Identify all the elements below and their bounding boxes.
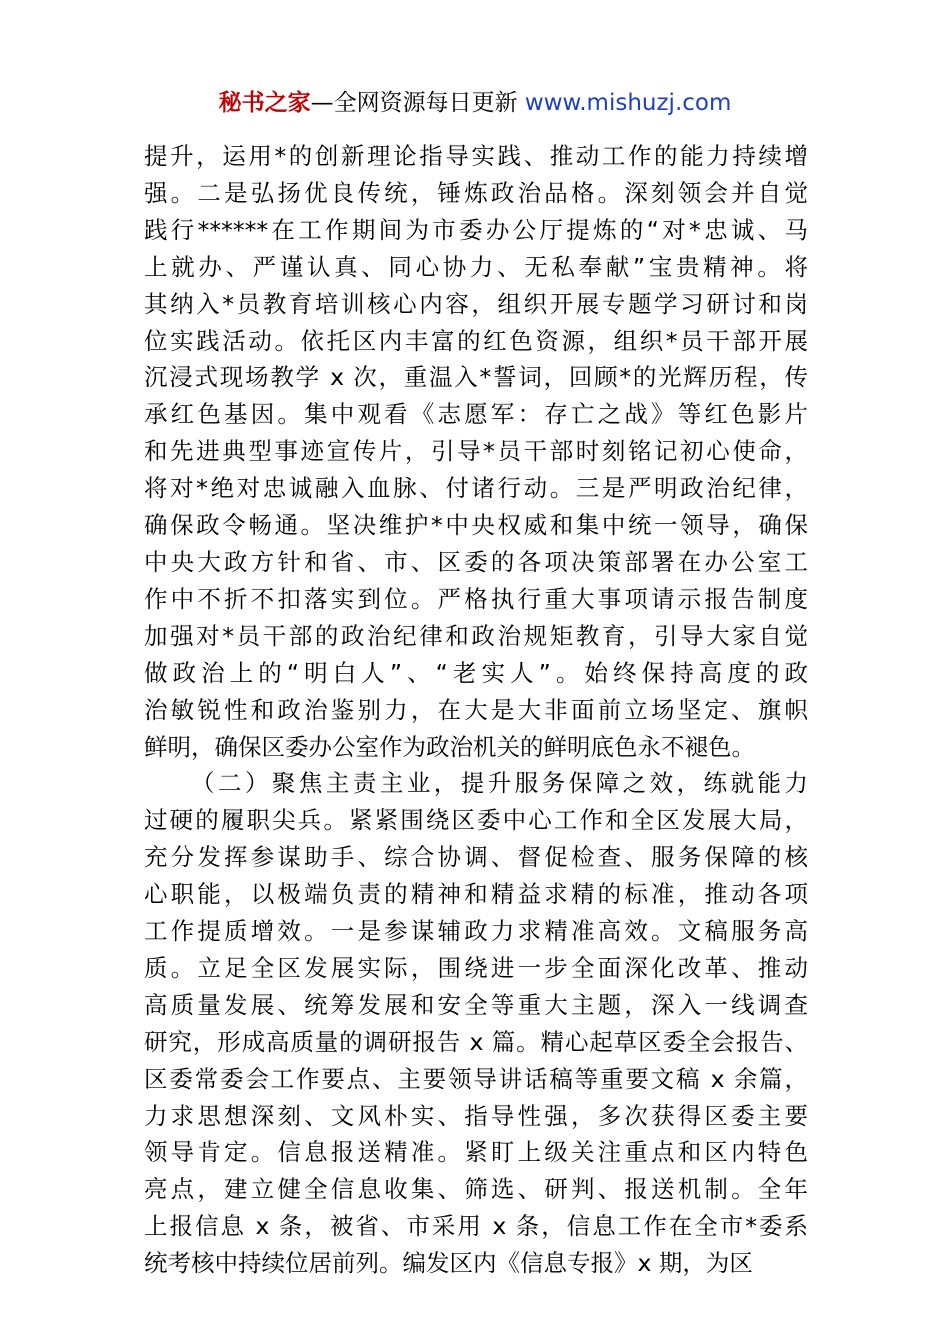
text-line: 将对*绝对忠诚融入血脉、付诸行动。三是严明政治纪律， — [144, 474, 808, 503]
text-line: 工作提质增效。一是参谋辅政力求精准高效。文稿服务高 — [144, 917, 808, 946]
text-line: 心职能，以极端负责的精神和精益求精的标准，推动各项 — [144, 880, 808, 909]
text-line: 其纳入*员教育培训核心内容，组织开展专题学习研讨和岗 — [144, 289, 808, 318]
text-line: 确保政令畅通。坚决维护*中央权威和集中统一领导，确保 — [144, 511, 808, 540]
text-line: 提升，运用*的创新理论指导实践、推动工作的能力持续增 — [144, 142, 808, 170]
text-line: 承红色基因。集中观看《志愿军：存亡之战》等红色影片 — [144, 400, 808, 429]
text-line: 过硬的履职尖兵。紧紧围绕区委中心工作和全区发展大局， — [144, 806, 808, 835]
text-line: 做政治上的“明白人”、“老实人”。始终保持高度的政 — [144, 658, 808, 687]
text-line: 践行******在工作期间为市委办公厅提炼的“对*忠诚、马 — [144, 215, 808, 244]
text-line: 强。二是弘扬优良传统，锤炼政治品格。深刻领会并自觉 — [144, 178, 808, 207]
text-line: 亮点，建立健全信息收集、筛选、研判、报送机制。全年 — [144, 1175, 808, 1204]
text-line: 上报信息 x 条，被省、市采用 x 条，信息工作在全市*委系 — [144, 1212, 808, 1241]
site-header — [0, 86, 950, 120]
text-line: 鲜明，确保区委办公室作为政治机关的鲜明底色永不褪色。 — [144, 732, 755, 761]
text-line: 治敏锐性和政治鉴别力，在大是大非面前立场坚定、旗帜 — [144, 695, 808, 724]
text-line: 作中不折不扣落实到位。严格执行重大事项请示报告制度 — [144, 584, 808, 613]
text-line: 力求思想深刻、文风朴实、指导性强，多次获得区委主要 — [144, 1101, 808, 1130]
document-body — [144, 138, 808, 1282]
text-line: 高质量发展、统筹发展和安全等重大主题，深入一线调查 — [144, 990, 808, 1019]
site-tagline: —全网资源每日更新 — [310, 90, 525, 116]
text-line: 沉浸式现场教学 x 次，重温入*誓词，回顾*的光辉历程，传 — [144, 363, 808, 392]
text-line: 位实践活动。依托区内丰富的红色资源，组织*员干部开展 — [144, 326, 808, 355]
site-url-link[interactable]: www.mishuzj.com — [524, 90, 732, 116]
text-line: 区委常委会工作要点、主要领导讲话稿等重要文稿 x 余篇， — [144, 1064, 808, 1093]
text-line: 和先进典型事迹宣传片，引导*员干部时刻铭记初心使命， — [144, 437, 808, 466]
text-line: 充分发挥参谋助手、综合协调、督促检查、服务保障的核 — [144, 843, 808, 872]
site-brand: 秘书之家 — [218, 90, 311, 116]
text-line: 加强对*员干部的政治纪律和政治规矩教育，引导大家自觉 — [144, 621, 808, 650]
text-line: 中央大政方针和省、市、区委的各项决策部署在办公室工 — [144, 547, 808, 576]
text-line: 研究，形成高质量的调研报告 x 篇。精心起草区委全会报告、 — [144, 1027, 808, 1056]
text-line: 领导肯定。信息报送精准。紧盯上级关注重点和区内特色 — [144, 1138, 808, 1167]
text-line: 质。立足全区发展实际，围绕进一步全面深化改革、推动 — [144, 953, 808, 982]
text-line: 统考核中持续位居前列。编发区内《信息专报》x 期，为区 — [144, 1249, 753, 1278]
text-line: 上就办、严谨认真、同心协力、无私奉献”宝贵精神。将 — [144, 252, 808, 281]
section-heading-line: （二）聚焦主责主业，提升服务保障之效，练就能力 — [191, 769, 808, 798]
